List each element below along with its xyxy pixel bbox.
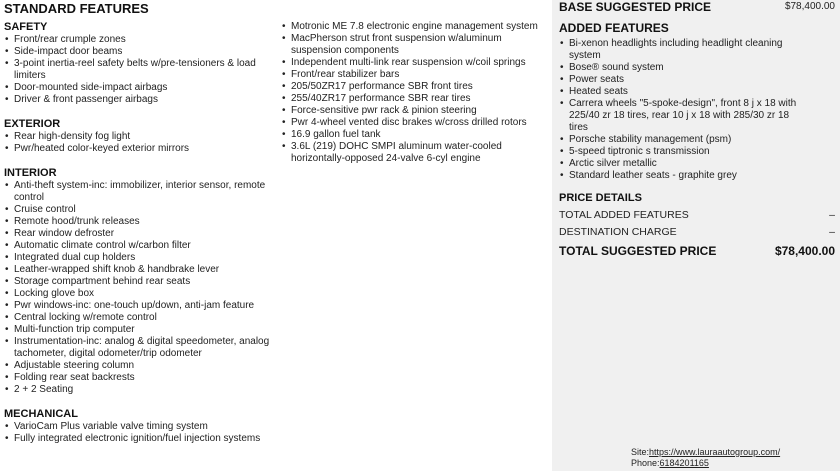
list-item: • 205/50ZR17 performance SBR front tires (281, 81, 551, 93)
list-item: • Porsche stability management (psm) (559, 134, 799, 146)
list-item: • Arctic silver metallic (559, 158, 799, 170)
dealer-contact (631, 447, 780, 469)
list-item: • VarioCam Plus variable valve timing system (4, 421, 272, 433)
list-item: • Pwr/heated color-keyed exterior mirrors (4, 143, 272, 155)
total-suggested-price-row (559, 244, 835, 260)
site-label: Site: (631, 447, 650, 457)
list-item: • Rear high-density fog light (4, 131, 272, 143)
list-item: • Fully integrated electronic ignition/fuel injection systems (4, 433, 272, 445)
list-item: • Multi-function trip computer (4, 324, 272, 336)
list-item: • Integrated dual cup holders (4, 252, 272, 264)
base-price-row (559, 0, 835, 14)
section-exterior (4, 118, 272, 155)
list-item: • 3-point inertia-reel safety belts w/pre-tensioners & load limiters (4, 58, 272, 82)
phone-label: Phone: (631, 458, 660, 468)
total-added-features-row (559, 209, 835, 223)
list-item: • Heated seats (559, 86, 799, 98)
list-item: • Pwr windows-inc: one-touch up/down, anti-jam feature (4, 300, 272, 312)
list-item: • MacPherson strut front suspension w/aluminum suspension components (281, 33, 551, 57)
section-heading: MECHANICAL (4, 408, 78, 420)
section-mechanical (4, 408, 272, 445)
total-suggested-price-label: TOTAL SUGGESTED PRICE (559, 244, 717, 258)
list-item: • Folding rear seat backrests (4, 372, 272, 384)
feature-list (4, 180, 272, 396)
list-item: • Motronic ME 7.8 electronic engine management system (281, 21, 551, 33)
added-features-list (559, 38, 799, 182)
section-heading: SAFETY (4, 21, 48, 33)
list-item: • Side-impact door beams (4, 46, 272, 58)
list-item: • Remote hood/trunk releases (4, 216, 272, 228)
list-item: • Cruise control (4, 204, 272, 216)
base-price-label: BASE SUGGESTED PRICE (559, 0, 712, 14)
list-item: • Anti-theft system-inc: immobilizer, interior sensor, remote control (4, 180, 272, 204)
features-column-1 (4, 21, 272, 452)
list-item: • Storage compartment behind rear seats (4, 276, 272, 288)
list-item: • Instrumentation-inc: analog & digital speedometer, analog tachometer, digital odometer/trip odometer (4, 336, 272, 360)
list-item: • Standard leather seats - graphite grey (559, 170, 799, 182)
list-item: • Front/rear crumple zones (4, 34, 272, 46)
standard-features-title: STANDARD FEATURES (4, 1, 149, 16)
total-added-features-value: – (829, 209, 835, 221)
list-item: • 5-speed tiptronic s transmission (559, 146, 799, 158)
list-item: • 2 + 2 Seating (4, 384, 272, 396)
phone-link[interactable]: 6184201165 (659, 458, 709, 468)
list-item: • Rear window defroster (4, 228, 272, 240)
list-item: • Pwr 4-wheel vented disc brakes w/cross drilled rotors (281, 117, 551, 129)
list-item: • Carrera wheels "5-spoke-design", front 8 j x 18 with 225/40 zr 18 tires, rear 10 j x 18 with 285/30 zr 18 tires (559, 98, 799, 134)
added-features-list-wrap (559, 38, 799, 182)
list-item: • Locking glove box (4, 288, 272, 300)
price-details-title: PRICE DETAILS (559, 192, 642, 204)
total-suggested-price-value: $78,400.00 (774, 244, 835, 258)
feature-list (4, 131, 272, 155)
list-item: • Central locking w/remote control (4, 312, 272, 324)
total-added-features-label: TOTAL ADDED FEATURES (559, 209, 689, 221)
site-link[interactable]: https://www.lauraautogroup.com/ (649, 447, 781, 457)
list-item: • Force-sensitive pwr rack & pinion steering (281, 105, 551, 117)
section-heading: EXTERIOR (4, 118, 61, 130)
list-item: • Door-mounted side-impact airbags (4, 82, 272, 94)
list-item: • Leather-wrapped shift knob & handbrake lever (4, 264, 272, 276)
list-item: • Bose® sound system (559, 62, 799, 74)
list-item: • Power seats (559, 74, 799, 86)
list-item: • 16.9 gallon fuel tank (281, 129, 551, 141)
destination-charge-label: DESTINATION CHARGE (559, 226, 677, 238)
list-item: • 3.6L (219) DOHC SMPI aluminum water-cooled horizontally-opposed 24-valve 6-cyl engine (281, 141, 551, 165)
feature-list (281, 21, 551, 165)
phone-line (631, 458, 780, 469)
features-column-2 (281, 21, 551, 165)
list-item: • Bi-xenon headlights including headlight cleaning system (559, 38, 799, 62)
site-line (631, 447, 780, 458)
base-price-value: $78,400.00 (784, 1, 835, 12)
destination-charge-value: – (829, 226, 835, 238)
section-safety (4, 21, 272, 106)
feature-list (4, 421, 272, 445)
list-item: • Driver & front passenger airbags (4, 94, 272, 106)
list-item: • Independent multi-link rear suspension w/coil springs (281, 57, 551, 69)
list-item: • 255/40ZR17 performance SBR rear tires (281, 93, 551, 105)
pricing-panel (552, 0, 840, 471)
list-item: • Front/rear stabilizer bars (281, 69, 551, 81)
section-heading: INTERIOR (4, 167, 57, 179)
added-features-title: ADDED FEATURES (559, 21, 669, 35)
list-item: • Adjustable steering column (4, 360, 272, 372)
feature-list (4, 34, 272, 106)
list-item: • Automatic climate control w/carbon filter (4, 240, 272, 252)
destination-charge-row (559, 226, 835, 240)
section-interior (4, 167, 272, 396)
